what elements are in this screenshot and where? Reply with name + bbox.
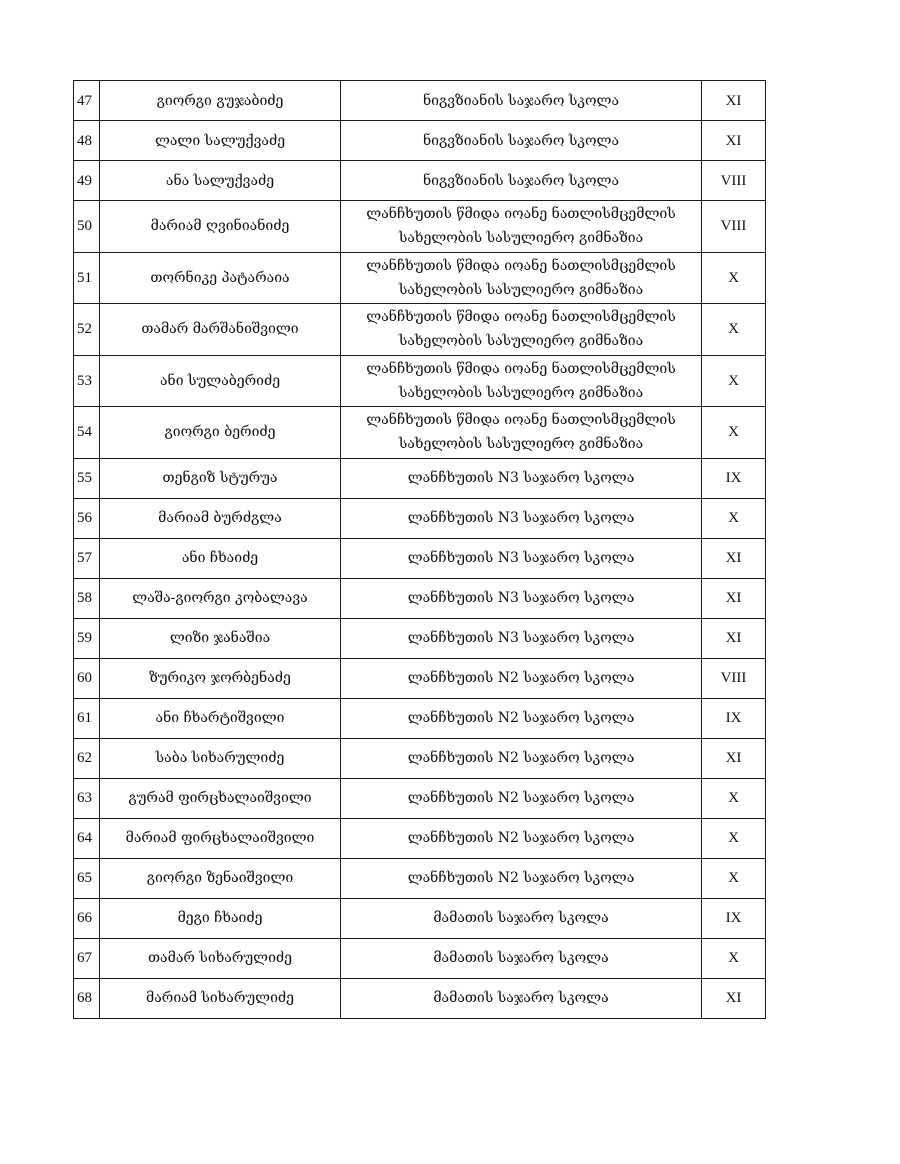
school-name-line: ლანჩხუთის N2 საჯარო სკოლა bbox=[407, 790, 635, 806]
table-row bbox=[74, 304, 766, 356]
student-name: მეგი ჩხაიძე bbox=[100, 898, 341, 938]
row-number: 55 bbox=[74, 458, 100, 498]
row-number: 64 bbox=[74, 818, 100, 858]
table-row bbox=[74, 498, 766, 538]
student-name: ანი სულაბერიძე bbox=[100, 355, 341, 407]
school-name bbox=[341, 538, 702, 578]
student-name: მარიამ ფირცხალაიშვილი bbox=[100, 818, 341, 858]
table-row bbox=[74, 658, 766, 698]
school-name-line: ლანჩხუთის წმიდა იოანე ნათლისმცემლის bbox=[366, 360, 676, 377]
student-name: გურამ ფირცხალაიშვილი bbox=[100, 778, 341, 818]
school-name-line: ლანჩხუთის წმიდა იოანე ნათლისმცემლის bbox=[366, 309, 676, 326]
table-row bbox=[74, 578, 766, 618]
school-name bbox=[341, 618, 702, 658]
row-number: 58 bbox=[74, 578, 100, 618]
participants-table bbox=[73, 80, 766, 1019]
grade: VIII bbox=[702, 658, 766, 698]
school-name-line: მამათის საჯარო სკოლა bbox=[433, 990, 609, 1006]
school-name-line: სახელობის სასულიერო გიმნაზია bbox=[398, 333, 644, 350]
student-name: მარიამ ბურძგლა bbox=[100, 498, 341, 538]
table-row bbox=[74, 407, 766, 459]
grade: X bbox=[702, 252, 766, 304]
school-name bbox=[341, 161, 702, 201]
school-name-line: ლანჩხუთის N3 საჯარო სკოლა bbox=[407, 510, 635, 526]
grade: IX bbox=[702, 698, 766, 738]
grade: X bbox=[702, 818, 766, 858]
school-name-line: ნიგვზიანის საჯარო სკოლა bbox=[422, 92, 620, 109]
grade: XI bbox=[702, 738, 766, 778]
school-name bbox=[341, 304, 702, 356]
school-name bbox=[341, 738, 702, 778]
grade: XI bbox=[702, 578, 766, 618]
table-row bbox=[74, 81, 766, 121]
school-name-line: ლანჩხუთის N3 საჯარო სკოლა bbox=[407, 470, 635, 486]
table-row bbox=[74, 938, 766, 978]
grade: X bbox=[702, 858, 766, 898]
table-row bbox=[74, 738, 766, 778]
school-name-line: ნიგვზიანის საჯარო სკოლა bbox=[422, 172, 620, 189]
school-name bbox=[341, 938, 702, 978]
school-name bbox=[341, 818, 702, 858]
row-number: 65 bbox=[74, 858, 100, 898]
table-row bbox=[74, 698, 766, 738]
school-name-line: ნიგვზიანის საჯარო სკოლა bbox=[422, 132, 620, 149]
school-name bbox=[341, 121, 702, 161]
student-name: საბა სიხარულიძე bbox=[100, 738, 341, 778]
table-row bbox=[74, 978, 766, 1018]
school-name bbox=[341, 698, 702, 738]
table-row bbox=[74, 458, 766, 498]
grade: IX bbox=[702, 458, 766, 498]
table-row bbox=[74, 618, 766, 658]
student-name: გიორგი გუჯაბიძე bbox=[100, 81, 341, 121]
school-name-line: ლანჩხუთის N3 საჯარო სკოლა bbox=[407, 630, 635, 646]
table-row bbox=[74, 818, 766, 858]
school-name-line: ლანჩხუთის წმიდა იოანე ნათლისმცემლის bbox=[366, 206, 676, 223]
student-name: ლალი სალუქვაძე bbox=[100, 121, 341, 161]
grade: VIII bbox=[702, 201, 766, 253]
row-number: 62 bbox=[74, 738, 100, 778]
school-name-line: ლანჩხუთის N3 საჯარო სკოლა bbox=[407, 590, 635, 606]
student-name: მარიამ ღვინიანიძე bbox=[100, 201, 341, 253]
row-number: 68 bbox=[74, 978, 100, 1018]
school-name bbox=[341, 498, 702, 538]
school-name bbox=[341, 407, 702, 459]
row-number: 54 bbox=[74, 407, 100, 459]
school-name bbox=[341, 898, 702, 938]
school-name-line: მამათის საჯარო სკოლა bbox=[433, 910, 609, 926]
student-name: თამარ მარშანიშვილი bbox=[100, 304, 341, 356]
table-row bbox=[74, 161, 766, 201]
grade: X bbox=[702, 304, 766, 356]
school-name-line: ლანჩხუთის წმიდა იოანე ნათლისმცემლის bbox=[366, 257, 676, 274]
grade: X bbox=[702, 407, 766, 459]
table-body bbox=[74, 81, 766, 1019]
table-row bbox=[74, 355, 766, 407]
school-name-line: სახელობის სასულიერო გიმნაზია bbox=[398, 281, 644, 298]
table-row bbox=[74, 898, 766, 938]
school-name-line: ლანჩხუთის N2 საჯარო სკოლა bbox=[407, 670, 635, 686]
school-name bbox=[341, 578, 702, 618]
student-name: თორნიკე პატარაია bbox=[100, 252, 341, 304]
school-name-line: ლანჩხუთის N2 საჯარო სკოლა bbox=[407, 750, 635, 766]
grade: VIII bbox=[702, 161, 766, 201]
school-name bbox=[341, 458, 702, 498]
row-number: 56 bbox=[74, 498, 100, 538]
grade: X bbox=[702, 778, 766, 818]
row-number: 53 bbox=[74, 355, 100, 407]
table-row bbox=[74, 201, 766, 253]
row-number: 47 bbox=[74, 81, 100, 121]
row-number: 63 bbox=[74, 778, 100, 818]
school-name-line: ლანჩხუთის N2 საჯარო სკოლა bbox=[407, 870, 635, 886]
school-name-line: ლანჩხუთის N2 საჯარო სკოლა bbox=[407, 710, 635, 726]
school-name-line: სახელობის სასულიერო გიმნაზია bbox=[398, 436, 644, 453]
row-number: 57 bbox=[74, 538, 100, 578]
grade: XI bbox=[702, 81, 766, 121]
row-number: 52 bbox=[74, 304, 100, 356]
grade: XI bbox=[702, 978, 766, 1018]
student-name: მარიამ სიხარულიძე bbox=[100, 978, 341, 1018]
row-number: 50 bbox=[74, 201, 100, 253]
school-name bbox=[341, 778, 702, 818]
school-name-line: ლანჩხუთის N3 საჯარო სკოლა bbox=[407, 550, 635, 566]
table-row bbox=[74, 778, 766, 818]
row-number: 59 bbox=[74, 618, 100, 658]
school-name bbox=[341, 658, 702, 698]
grade: X bbox=[702, 498, 766, 538]
grade: X bbox=[702, 355, 766, 407]
student-name: ლიზი ჯანაშია bbox=[100, 618, 341, 658]
table-row bbox=[74, 121, 766, 161]
student-name: ზურიკო ჯორბენაძე bbox=[100, 658, 341, 698]
school-name-line: სახელობის სასულიერო გიმნაზია bbox=[398, 230, 644, 247]
row-number: 61 bbox=[74, 698, 100, 738]
grade: XI bbox=[702, 538, 766, 578]
student-name: ლაშა-გიორგი კობალავა bbox=[100, 578, 341, 618]
row-number: 67 bbox=[74, 938, 100, 978]
table-row bbox=[74, 252, 766, 304]
row-number: 49 bbox=[74, 161, 100, 201]
school-name-line: ლანჩხუთის N2 საჯარო სკოლა bbox=[407, 830, 635, 846]
school-name bbox=[341, 355, 702, 407]
student-name: ანი ჩხაიძე bbox=[100, 538, 341, 578]
school-name bbox=[341, 81, 702, 121]
student-name: გიორგი ბერიძე bbox=[100, 407, 341, 459]
school-name bbox=[341, 978, 702, 1018]
table-row bbox=[74, 538, 766, 578]
grade: X bbox=[702, 938, 766, 978]
table-row bbox=[74, 858, 766, 898]
row-number: 51 bbox=[74, 252, 100, 304]
school-name bbox=[341, 252, 702, 304]
school-name-line: მამათის საჯარო სკოლა bbox=[433, 950, 609, 966]
grade: XI bbox=[702, 121, 766, 161]
grade: IX bbox=[702, 898, 766, 938]
row-number: 48 bbox=[74, 121, 100, 161]
row-number: 60 bbox=[74, 658, 100, 698]
student-name: ანა სალუქვაძე bbox=[100, 161, 341, 201]
student-name: თენგიზ სტურუა bbox=[100, 458, 341, 498]
school-name bbox=[341, 858, 702, 898]
row-number: 66 bbox=[74, 898, 100, 938]
school-name-line: სახელობის სასულიერო გიმნაზია bbox=[398, 384, 644, 401]
school-name bbox=[341, 201, 702, 253]
grade: XI bbox=[702, 618, 766, 658]
student-name: თამარ სიხარულიძე bbox=[100, 938, 341, 978]
student-name: ანი ჩხარტიშვილი bbox=[100, 698, 341, 738]
school-name-line: ლანჩხუთის წმიდა იოანე ნათლისმცემლის bbox=[366, 412, 676, 429]
student-name: გიორგი ზენაიშვილი bbox=[100, 858, 341, 898]
